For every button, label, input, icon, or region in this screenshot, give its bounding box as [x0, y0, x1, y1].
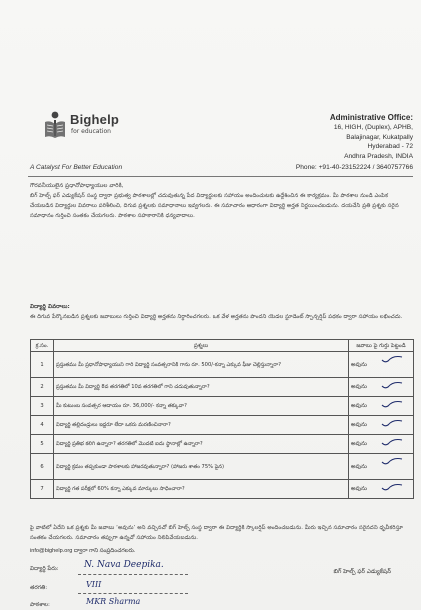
row-number: 1	[31, 352, 54, 378]
tick-mark-icon	[381, 399, 403, 409]
brand-subtitle: for education	[71, 128, 111, 135]
table-row	[31, 416, 414, 435]
row-question: ప్రస్తుతము మీ విద్యార్థి 8వ తరగతిలో 10వ తరగతిలో గాని చదువుతున్నారా?	[54, 378, 349, 397]
tick-mark-icon	[381, 482, 403, 492]
intro-paragraph: బిగ్ హెల్ప్ ఫర్ ఎడ్యుకేషన్ సంస్థ ద్వారా ప్రభుత్వ పాఠశాలల్లో చదువుతున్న పేద విద్యార్థులకు సహాయం అందించుటకు ఉద్దేశించిన ఈ కార్యక్రమం. మీ పాఠశాల నుండి ఎంపిక చేయబడిన విద్యార్థుల వివరాలు పరిశీలించి, దిగువ ప్రశ్నలకు సమాధానాలు ఇవ్వగలరు. ఈ సమాచారం ఆధారంగా విద్యార్థి అర్హత నిర్ణయించబడును. దయచేసి ప్రతి ప్రశ్నకు సరైన సమాధానం గుర్తించి సంతకం చేయగలరు. పాఠశాల సహకారానికి ధన్యవాదాలు.	[30, 193, 399, 220]
header-serial: క్ర.సం.	[31, 340, 54, 352]
answer-text: అవును	[351, 384, 367, 390]
row-number: 6	[31, 454, 54, 480]
bighelp-logo	[44, 110, 164, 148]
class-value[interactable]: VIII	[86, 580, 102, 589]
row-question: మీ కుటుంబ సంవత్సర ఆదాయం రూ. 36,000/- కన్నా తక్కువా?	[54, 397, 349, 416]
row-question: ప్రస్తుతము మీ ప్రధానోపాధ్యాయుని గారి విద్యార్థి సంవత్సరానికి గాను రూ. 500/-కన్నా ఎక్కువ ఫీజు చెల్లిస్తున్నారా?	[54, 352, 349, 378]
table-row	[31, 378, 414, 397]
student-name-line	[78, 574, 188, 575]
contact-email-line: info@bighelp.org ద్వారా గాని సంప్రదించగలరు.	[30, 548, 136, 554]
row-answer-cell[interactable]	[349, 480, 414, 499]
table-row	[31, 454, 414, 480]
brand-name: Bighelp	[70, 112, 120, 127]
address-line: Balajinagar, Kukatpally	[346, 133, 413, 141]
table-row	[31, 397, 414, 416]
eligibility-table	[30, 339, 414, 499]
row-answer-cell[interactable]	[349, 454, 414, 480]
school-label: పాఠశాల:	[30, 602, 50, 608]
row-question: విద్యార్థి క్రమం తప్పకుండా పాఠశాలకు హాజరవుతున్నారా? (హాజరు శాతం 75% పైన)	[54, 454, 349, 480]
table-row	[31, 435, 414, 454]
row-question: విద్యార్థి ప్రతిభ కలిగి ఉన్నారా? తరగతిలో మొదటి ఐదు స్థానాల్లో ఉన్నారా?	[54, 435, 349, 454]
row-question: విద్యార్థి గత పరీక్షలో 60% కన్నా ఎక్కువ మార్కులు సాధించారా?	[54, 480, 349, 499]
salutation: గౌరవనీయులైన ప్రధానోపాధ్యాయుల వారికి,	[30, 183, 124, 189]
address-line: 16, HIGH, (Duplex), APHB,	[333, 124, 413, 131]
book-person-icon	[44, 110, 66, 140]
address-line: Hyderabad - 72	[367, 143, 413, 151]
row-answer-cell[interactable]	[349, 397, 414, 416]
header-divider	[28, 176, 413, 177]
student-name-label: విద్యార్థి పేరు:	[30, 566, 59, 572]
school-value[interactable]: MKR Sharma	[86, 597, 141, 606]
answer-text: అవును	[351, 463, 367, 470]
row-question: విద్యార్థి తల్లిదండ్రులు ఇద్దరూ లేదా ఒకరు మరణించినారా?	[54, 416, 349, 435]
row-number: 7	[31, 480, 54, 499]
answer-text: అవును	[351, 486, 367, 492]
answer-text: అవును	[351, 403, 367, 409]
signee-name: బిగ్ హెల్ప్ ఫర్ ఎడ్యుకేషన్	[333, 569, 391, 575]
row-answer-cell[interactable]	[349, 416, 414, 435]
closing-paragraph: పై వాటిలో ఏదేని ఒక ప్రశ్నకు మీ జవాబు ‘అవును’ అని వచ్చినచో బిగ్ హెల్ప్ సంస్థ ద్వారా ఈ విద్యార్థికి స్కాలర్షిప్ అందించబడును. మీరు ఇచ్చిన సమాచారం సరైనదని ధృవీకరిస్తూ సంతకం చేయగలరు. సమాచారం తప్పుగా ఉన్నచో సహాయం నిలిపివేయబడును.	[30, 525, 404, 542]
tagline: A Catalyst For Better Education	[30, 164, 123, 171]
class-line	[78, 593, 188, 594]
office-address-block	[263, 112, 413, 171]
row-number: 4	[31, 416, 54, 435]
student-name-value[interactable]: N. Nava Deepika.	[84, 560, 164, 570]
row-number: 5	[31, 435, 54, 454]
tick-mark-icon	[381, 418, 403, 428]
row-number: 2	[31, 378, 54, 397]
table-header-row	[31, 340, 414, 352]
address-line: Andhra Pradesh, INDIA	[344, 152, 413, 160]
table-row	[31, 352, 414, 378]
header-answer: జవాబు పై గుర్తు పెట్టండి	[349, 340, 414, 352]
table-row	[31, 480, 414, 499]
row-answer-cell[interactable]	[349, 378, 414, 397]
tick-mark-icon	[381, 380, 403, 390]
answer-text: అవును	[351, 441, 367, 447]
tick-mark-icon	[381, 437, 403, 447]
office-title: Administrative Office:	[329, 113, 413, 122]
row-answer-cell[interactable]	[349, 435, 414, 454]
row-number: 3	[31, 397, 54, 416]
answer-text: అవును	[351, 422, 367, 428]
class-label: తరగతి:	[30, 585, 48, 591]
header-question: ప్రశ్నలు	[54, 340, 349, 352]
section-heading: విద్యార్థి వివరాలు:	[30, 304, 70, 310]
row-answer-cell[interactable]	[349, 352, 414, 378]
office-phone: Phone: +91-40-23152224 / 3640757766	[295, 164, 413, 171]
tick-mark-icon	[381, 456, 403, 466]
answer-text: అవును	[351, 361, 367, 368]
instructions-paragraph: ఈ దిగువ పేర్కొనబడిన ప్రశ్నలకు జవాబులు గుర్తించి విద్యార్థి అర్హతను నిర్ధారించగలరు. ఒక వేళ అర్హతను పొందని యెడల స్టూడెంట్ స్పాన్సర్షిప్ పథకం ద్వారా సహాయం లభించదు.	[30, 314, 403, 320]
tick-mark-icon	[381, 354, 403, 364]
